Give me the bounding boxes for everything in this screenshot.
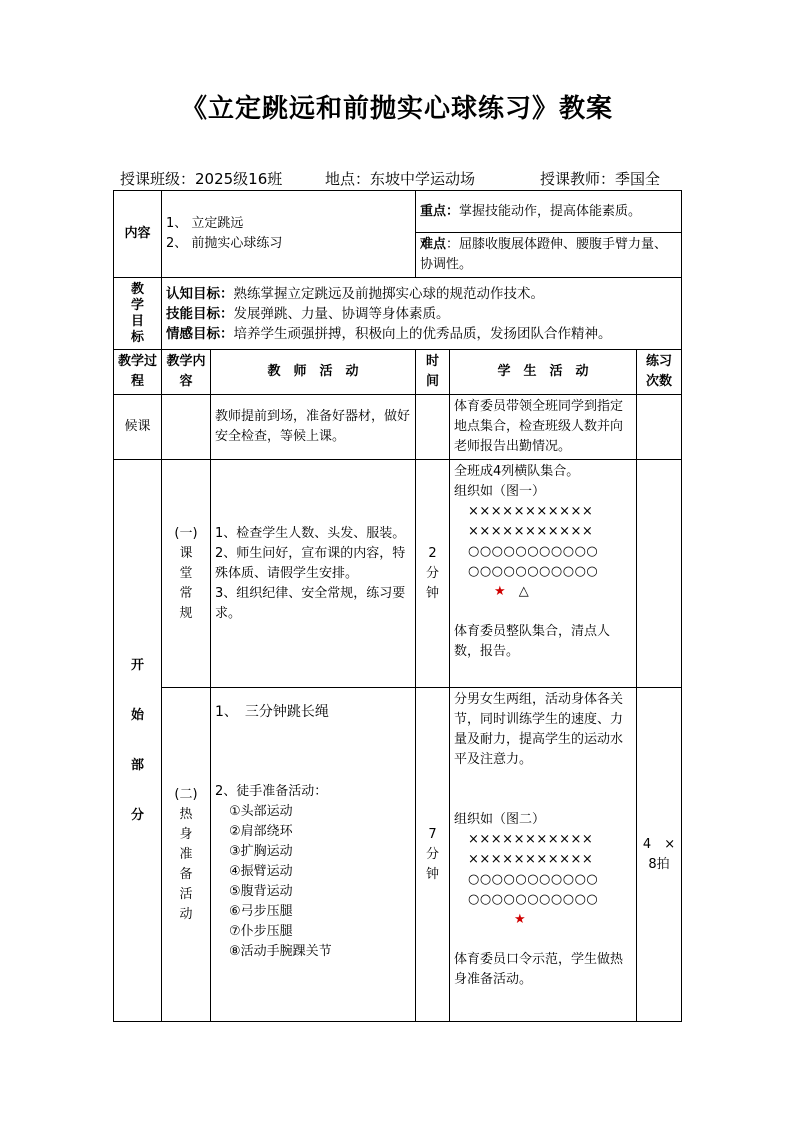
waiting-reps [637,395,682,460]
warmup-reps-line: 4 × [642,836,676,852]
cognitive-goal [166,284,677,304]
routine-teacher [211,460,416,688]
exercise-item: ⑦仆步压腿 [229,924,293,939]
warmup-time-char: 分 [425,846,439,862]
header-reps: 练习次数 [637,350,682,395]
routine-content-char: 堂 [179,565,193,581]
warmup-reps-line: 8拍 [648,856,670,872]
key-point-label: 重点： [420,203,460,219]
formation-row: ○○○○○○○○○○○ [468,872,599,887]
location-info: 地点：东坡中学运动场 [325,170,476,188]
routine-content-char: 课 [179,545,193,561]
cognitive-goal-text: 熟练掌握立定跳远及前抛掷实心球的规范动作技术。 [233,285,544,302]
star-icon: ★ [494,584,507,599]
waiting-teacher: 教师提前到场，准备好器材，做好安全检查，等候上课。 [211,395,416,460]
waiting-process: 候课 [114,395,162,460]
waiting-content [162,395,211,460]
warmup-time-char: 钟 [425,866,439,882]
formation-diagram-2 [454,830,632,930]
formation-row: ××××××××××× [468,504,594,519]
content-item-2: 2、 前抛实心球练习 [166,236,283,251]
content-item-1: 1、 立定跳远 [166,216,244,231]
routine-time-char: 分 [425,565,439,581]
key-point-text: 掌握技能动作，提高体能素质。 [459,203,642,219]
lesson-plan-table [113,190,682,1022]
rope-exercise: 1、 三分钟跳长绳 [215,704,329,720]
page-title: 《立定跳远和前抛实心球练习》教案 [180,94,613,124]
emotion-goal [166,324,677,344]
warmup-content-char: 热 [179,806,193,822]
skill-goal-label: 技能目标： [166,305,234,322]
routine-content-char: (一) [174,525,198,541]
header-time: 时间 [416,350,450,395]
formation-row: ○○○○○○○○○○○ [468,544,599,559]
exercise-list [215,802,411,962]
start-process-char: 始 [130,707,144,723]
routine-student-line: 组织如（图一） [454,484,546,499]
routine-content-char: 规 [179,605,193,621]
routine-reps [637,460,682,688]
goals [162,278,682,350]
formation-diagram-1 [454,502,632,602]
routine-teacher-line: 2、师生问好，宣布课的内容，特殊体质、请假学生安排。 [215,545,406,581]
exercise-item: ⑥弓步压腿 [229,904,293,919]
header-process: 教学过程 [114,350,162,395]
content-items [162,191,416,278]
goals-label-char: 目 [130,313,144,329]
header-teacher: 教 师 活 动 [211,350,416,395]
skill-goal [166,304,677,324]
exercise-item: ③扩胸运动 [229,844,293,859]
routine-time-char: 钟 [425,585,439,601]
exercise-title: 2、徒手准备活动： [215,784,328,799]
header-student: 学 生 活 动 [450,350,637,395]
start-process-char: 开 [130,657,144,673]
warmup-teacher [211,688,416,1022]
routine-student [450,460,637,688]
header-content: 教学内容 [162,350,211,395]
star-icon: ★ [514,912,527,927]
warmup-content-char: 活 [179,886,193,902]
exercise-item: ②肩部绕环 [229,824,293,839]
goals-label-char: 标 [130,329,144,345]
warmup-content [162,688,211,1022]
teacher-info: 授课教师：季国全 [540,170,661,188]
routine-time-char: 2 [428,545,437,561]
waiting-student: 体育委员带领全班同学到指定地点集合，检查班级人数并向老师报告出勤情况。 [450,395,637,460]
warmup-content-char: 动 [179,906,193,922]
routine-content-char: 常 [179,585,193,601]
difficulty-label: 难点 [420,237,447,252]
routine-student-bottom: 体育委员整队集合，清点人数，报告。 [454,624,611,659]
warmup-student [450,688,637,1022]
formation-row: ××××××××××× [468,852,594,867]
routine-time [416,460,450,688]
triangle-icon: △ [518,584,530,599]
goals-label [114,278,162,350]
routine-student-line: 全班成4列横队集合。 [454,464,580,479]
goals-label-char: 学 [130,297,144,313]
formation-row: ○○○○○○○○○○○ [468,892,599,907]
difficulty [416,233,682,278]
warmup-student-top: 分男女生两组，活动身体各关节，同时训练学生的速度、力量及耐力，提高学生的运动水平及注意力。 [454,692,624,767]
warmup-content-char: 准 [179,846,193,862]
start-process-char: 分 [130,807,144,823]
key-point [416,191,682,233]
formation-row: ××××××××××× [468,832,594,847]
emotion-goal-label: 情感目标： [166,325,234,342]
exercise-item: ⑤腹背运动 [229,884,293,899]
start-process-char: 部 [130,757,144,773]
warmup-student-bottom: 体育委员口令示范，学生做热身准备活动。 [454,952,624,987]
warmup-content-char: 备 [179,866,193,882]
exercise-item: ⑧活动手腕踝关节 [229,944,332,959]
exercise-item: ④振臂运动 [229,864,293,879]
goals-label-char: 教 [130,281,144,297]
formation-row: ○○○○○○○○○○○ [468,564,599,579]
content-label: 内容 [114,191,162,278]
routine-teacher-line: 1、检查学生人数、头发、服装。 [215,525,406,541]
skill-goal-text: 发展弹跳、力量、协调等身体素质。 [233,305,450,322]
warmup-content-char: (二) [174,786,198,802]
cognitive-goal-label: 认知目标： [166,285,234,302]
warmup-time [416,688,450,1022]
routine-content [162,460,211,688]
warmup-time-char: 7 [428,826,437,842]
routine-teacher-line: 3、组织纪律、安全常规，练习要求。 [215,585,406,621]
emotion-goal-text: 培养学生顽强拼搏，积极向上的优秀品质，发扬团队合作精神。 [233,325,612,342]
warmup-reps [637,688,682,1022]
start-process [114,460,162,1022]
waiting-time [416,395,450,460]
class-info: 授课班级：2025级16班 [120,170,283,188]
warmup-content-char: 身 [179,826,193,842]
difficulty-text: ：屈膝收腹展体蹬伸、腰腹手臂力量、协调性。 [420,237,668,272]
warmup-org: 组织如（图二） [454,812,546,827]
exercise-item: ①头部运动 [229,804,293,819]
formation-row: ××××××××××× [468,524,594,539]
